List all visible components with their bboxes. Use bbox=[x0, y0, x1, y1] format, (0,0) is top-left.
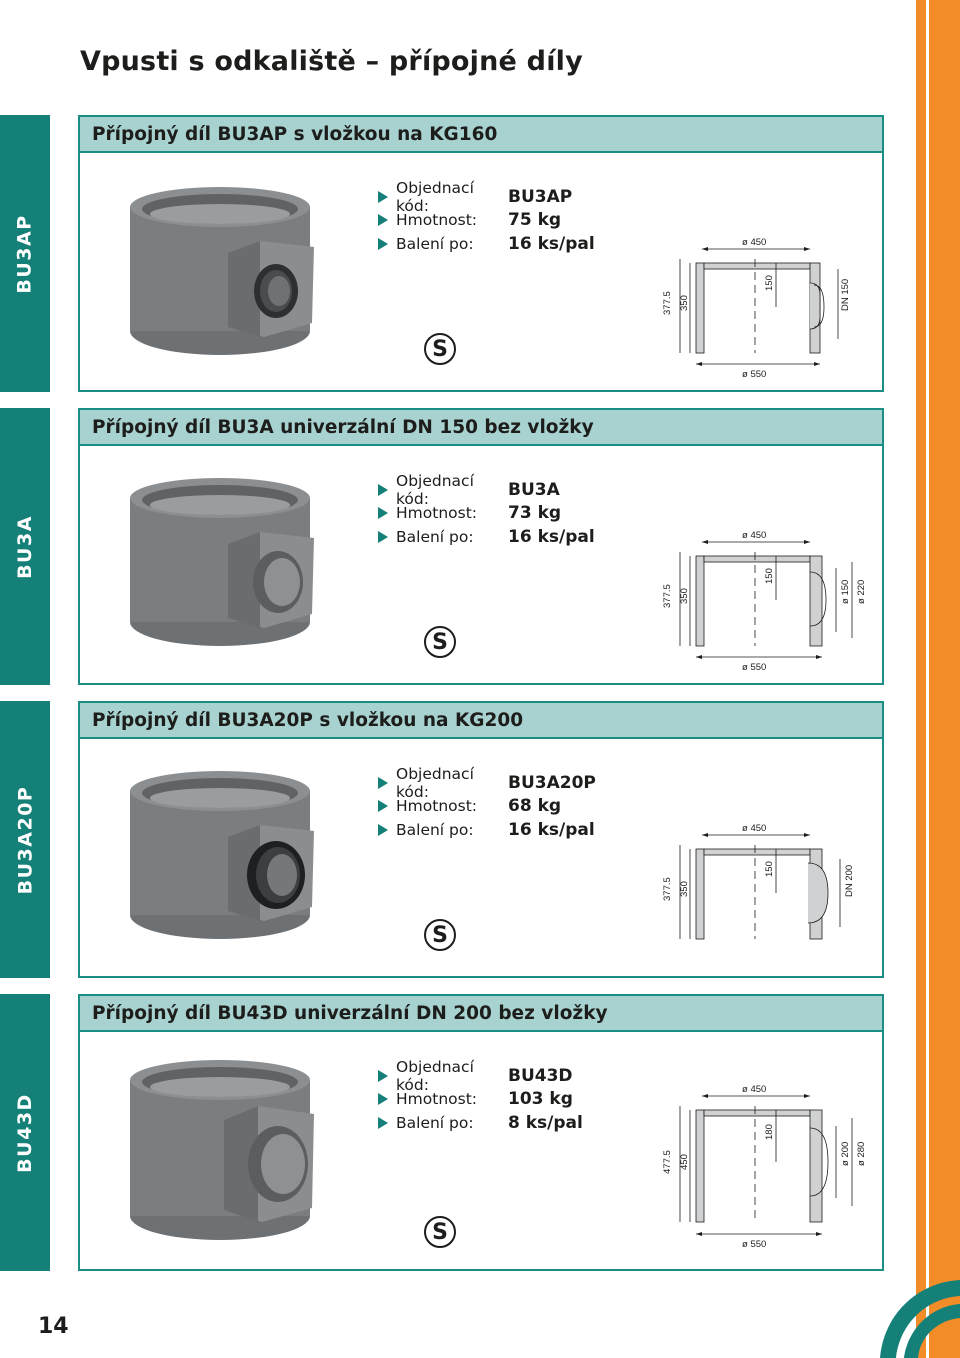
product-image-bu3ap bbox=[124, 187, 324, 367]
product-image-bu3a20p bbox=[124, 771, 324, 951]
technical-drawing-bu3ap bbox=[640, 229, 930, 379]
dim-pipe-height: 180 bbox=[764, 1124, 775, 1140]
arrow-icon bbox=[378, 191, 388, 203]
dim-pipe: ø 150 bbox=[840, 579, 851, 604]
spec-pack-row: Balení po: 16 ks/pal bbox=[378, 818, 596, 842]
arrow-icon bbox=[378, 507, 388, 519]
weight-value: 103 kg bbox=[508, 1089, 573, 1110]
dim-total-height: 377.5 bbox=[662, 584, 673, 608]
product-section-bu3a bbox=[78, 408, 884, 685]
dim-pipe-height: 150 bbox=[764, 275, 775, 291]
order-code: BU3A20P bbox=[508, 772, 596, 793]
side-tab-bu3ap: BU3AP bbox=[0, 115, 50, 392]
technical-drawing-bu3a20p bbox=[640, 815, 930, 965]
dim-pipe-outer: ø 280 bbox=[856, 1141, 867, 1166]
product-header: Přípojný díl BU3A univerzální DN 150 bez vložky bbox=[80, 410, 882, 446]
product-section-bu3ap bbox=[78, 115, 884, 392]
side-tab-bu43d: BU43D bbox=[0, 994, 50, 1271]
product-image-bu43d bbox=[124, 1060, 324, 1250]
arrow-icon bbox=[378, 824, 388, 836]
order-code: BU3A bbox=[508, 479, 560, 500]
arrow-icon bbox=[378, 484, 388, 496]
pack-value: 16 ks/pal bbox=[508, 819, 595, 840]
spec-pack-row: Balení po: 8 ks/pal bbox=[378, 1111, 583, 1135]
arrow-icon bbox=[378, 777, 388, 789]
dim-pipe: ø 200 bbox=[840, 1141, 851, 1166]
spec-weight-row: Hmotnost: 68 kg bbox=[378, 795, 596, 819]
spec-pack-row: Balení po: 16 ks/pal bbox=[378, 232, 595, 256]
corner-swoosh-logo bbox=[880, 1270, 960, 1358]
arrow-icon bbox=[378, 1117, 388, 1129]
spec-code-row: Objednací kód: BU43D bbox=[378, 1064, 583, 1088]
arrow-icon bbox=[378, 800, 388, 812]
dim-total-height: 377.5 bbox=[662, 291, 673, 315]
dim-height: 350 bbox=[679, 588, 690, 604]
weight-value: 75 kg bbox=[508, 210, 562, 231]
product-header: Přípojný díl BU3AP s vložkou na KG160 bbox=[80, 117, 882, 153]
arrow-icon bbox=[378, 1093, 388, 1105]
arrow-icon bbox=[378, 1070, 388, 1082]
side-tab-bu3a20p: BU3A20P bbox=[0, 701, 50, 978]
product-header: Přípojný díl BU3A20P s vložkou na KG200 bbox=[80, 703, 882, 739]
spec-weight-row: Hmotnost: 103 kg bbox=[378, 1088, 583, 1112]
page-title: Vpusti s odkaliště – přípojné díly bbox=[80, 46, 583, 77]
dim-pipe-outer: ø 220 bbox=[856, 579, 867, 604]
arrow-icon bbox=[378, 531, 388, 543]
weight-value: 68 kg bbox=[508, 796, 562, 817]
spec-code-row: Objednací kód: BU3AP bbox=[378, 185, 595, 209]
pack-value: 8 ks/pal bbox=[508, 1112, 583, 1133]
spec-weight-row: Hmotnost: 75 kg bbox=[378, 209, 595, 233]
order-code: BU43D bbox=[508, 1065, 573, 1086]
dim-top-diameter: ø 450 bbox=[742, 1084, 767, 1095]
dim-pipe: DN 150 bbox=[840, 278, 851, 311]
page-number: 14 bbox=[38, 1314, 69, 1339]
s-certification-icon: S bbox=[424, 626, 456, 658]
dim-top-diameter: ø 450 bbox=[742, 530, 767, 541]
technical-drawing-bu43d bbox=[640, 1074, 930, 1250]
dim-total-height: 477.5 bbox=[662, 1150, 673, 1174]
product-header: Přípojný díl BU43D univerzální DN 200 bez vložky bbox=[80, 996, 882, 1032]
dim-pipe-height: 150 bbox=[764, 568, 775, 584]
dim-bottom-diameter: ø 550 bbox=[742, 369, 767, 379]
dim-top-diameter: ø 450 bbox=[742, 237, 767, 248]
technical-drawing-bu3a bbox=[640, 522, 930, 672]
product-specs bbox=[378, 764, 596, 842]
product-specs bbox=[378, 471, 595, 549]
weight-value: 73 kg bbox=[508, 503, 562, 524]
product-specs bbox=[378, 1057, 583, 1135]
product-image-bu3a bbox=[124, 478, 324, 658]
dim-bottom-diameter: ø 550 bbox=[742, 662, 767, 672]
dim-pipe-height: 150 bbox=[764, 861, 775, 877]
dim-height: 350 bbox=[679, 881, 690, 897]
dim-height: 350 bbox=[679, 295, 690, 311]
arrow-icon bbox=[378, 214, 388, 226]
dim-total-height: 377.5 bbox=[662, 877, 673, 901]
spec-weight-row: Hmotnost: 73 kg bbox=[378, 502, 595, 526]
arrow-icon bbox=[378, 238, 388, 250]
order-code: BU3AP bbox=[508, 186, 573, 207]
spec-pack-row: Balení po: 16 ks/pal bbox=[378, 525, 595, 549]
spec-code-row: Objednací kód: BU3A20P bbox=[378, 771, 596, 795]
pack-value: 16 ks/pal bbox=[508, 526, 595, 547]
pack-value: 16 ks/pal bbox=[508, 233, 595, 254]
dim-top-diameter: ø 450 bbox=[742, 823, 767, 834]
dim-pipe: DN 200 bbox=[844, 864, 855, 897]
orange-stripe-outer bbox=[929, 0, 960, 1358]
dim-bottom-diameter: ø 550 bbox=[742, 1239, 767, 1250]
s-certification-icon: S bbox=[424, 333, 456, 365]
side-tab-bu3a: BU3A bbox=[0, 408, 50, 685]
dim-height: 450 bbox=[679, 1154, 690, 1170]
product-specs bbox=[378, 178, 595, 256]
product-section-bu3a20p bbox=[78, 701, 884, 978]
product-section-bu43d bbox=[78, 994, 884, 1271]
s-certification-icon: S bbox=[424, 919, 456, 951]
spec-code-row: Objednací kód: BU3A bbox=[378, 478, 595, 502]
s-certification-icon: S bbox=[424, 1216, 456, 1248]
